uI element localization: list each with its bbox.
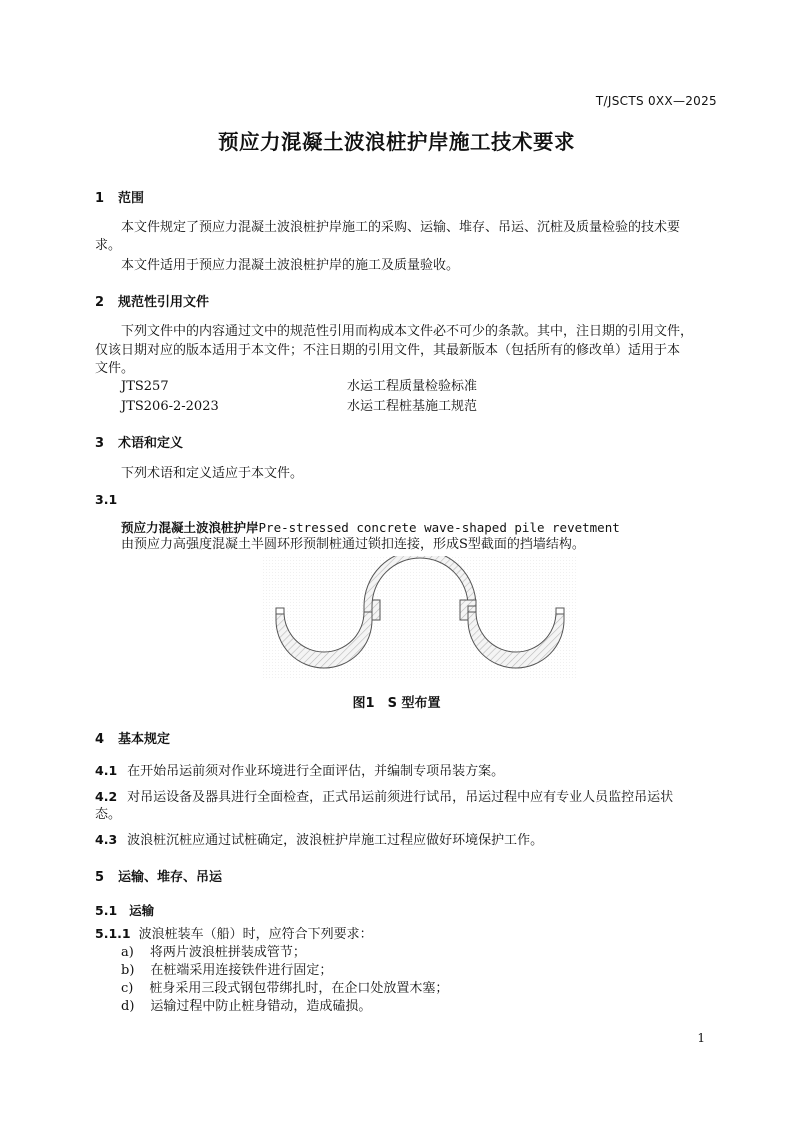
clause-number: 5.1.1 bbox=[95, 926, 131, 941]
reference-title: 水运工程桩基施工规范 bbox=[347, 399, 478, 414]
clause-number: 4.3 bbox=[95, 832, 118, 847]
paragraph-line: 本文件规定了预应力混凝土波浪桩护岸施工的采购、运输、堆存、吊运、沉桩及质量检验的技术要 bbox=[121, 220, 681, 235]
reference-code: JTS206-2-2023 bbox=[121, 399, 219, 414]
reference-title: 水运工程质量检验标准 bbox=[347, 379, 478, 394]
term-english: Pre-stressed concrete wave-shaped pile revetment bbox=[258, 520, 620, 535]
section-number: 3 bbox=[95, 436, 105, 451]
list-item bbox=[121, 944, 306, 962]
figure-caption: 图1 S 型布置 bbox=[352, 696, 441, 711]
section-title: 运输、堆存、吊运 bbox=[118, 870, 223, 885]
subsection-number: 5.1 bbox=[95, 903, 118, 918]
section-title: 范围 bbox=[118, 191, 145, 206]
clause-text: 波浪桩装车（船）时，应符合下列要求： bbox=[138, 927, 373, 942]
list-text: 桩身采用三段式钢包带绑扎时，在企口处放置木塞； bbox=[149, 981, 449, 996]
page-number: 1 bbox=[697, 1031, 705, 1045]
section-number: 2 bbox=[95, 295, 105, 310]
reference-code: JTS257 bbox=[121, 379, 169, 394]
list-marker: b) bbox=[121, 963, 135, 978]
clause-4-1 bbox=[95, 762, 504, 781]
list-text: 将两片波浪桩拼装成管节； bbox=[149, 945, 306, 960]
clause-continuation: 态。 bbox=[95, 807, 122, 822]
section-title: 基本规定 bbox=[118, 732, 171, 747]
list-text: 运输过程中防止桩身错动，造成磕损。 bbox=[150, 999, 372, 1014]
section-number: 5 bbox=[95, 870, 105, 885]
left-end-notch bbox=[276, 608, 284, 614]
clause-number: 4.2 bbox=[95, 789, 118, 804]
wave-pile-diagram bbox=[262, 556, 578, 680]
section-number: 1 bbox=[95, 191, 105, 206]
section-4-heading bbox=[95, 728, 170, 747]
list-item bbox=[121, 980, 448, 998]
clause-number: 4.1 bbox=[95, 763, 118, 778]
clause-4-2 bbox=[95, 788, 673, 807]
section-title: 规范性引用文件 bbox=[118, 295, 210, 310]
subsection-5-1 bbox=[95, 901, 154, 919]
term-chinese: 预应力混凝土波浪桩护岸 bbox=[121, 520, 259, 535]
section-5-heading bbox=[95, 866, 222, 885]
paragraph-line: 下列文件中的内容通过文中的规范性引用而构成本文件必不可少的条款。其中，注日期的引用文件， bbox=[121, 324, 694, 339]
list-text: 在桩端采用连接铁件进行固定； bbox=[150, 963, 333, 978]
subsection-title: 运输 bbox=[129, 903, 155, 918]
list-marker: d) bbox=[121, 999, 135, 1014]
paragraph: 本文件适用于预应力混凝土波浪桩护岸的施工及质量验收。 bbox=[121, 258, 460, 273]
list-marker: a) bbox=[121, 945, 134, 960]
clause-text: 波浪桩沉桩应通过试桩确定，波浪桩护岸施工过程应做好环境保护工作。 bbox=[127, 833, 544, 848]
paragraph: 下列术语和定义适应于本文件。 bbox=[121, 466, 304, 481]
list-item bbox=[121, 998, 371, 1016]
section-title: 术语和定义 bbox=[118, 436, 184, 451]
term-number: 3.1 bbox=[95, 492, 118, 507]
clause-5-1-1 bbox=[95, 925, 373, 944]
list-marker: c) bbox=[121, 981, 134, 996]
list-item bbox=[121, 962, 332, 980]
section-1-heading bbox=[95, 187, 144, 206]
term-definition: 由预应力高强度混凝土半圆环形预制桩通过锁扣连接，形成S型截面的挡墙结构。 bbox=[121, 537, 585, 552]
clause-4-3 bbox=[95, 831, 543, 850]
paragraph-line: 文件。 bbox=[95, 361, 135, 376]
section-number: 4 bbox=[95, 732, 105, 747]
s-layout-figure bbox=[262, 556, 578, 680]
document-title: 预应力混凝土波浪桩护岸施工技术要求 bbox=[218, 130, 575, 154]
section-3-heading bbox=[95, 432, 183, 451]
right-end-notch bbox=[556, 608, 564, 614]
section-2-heading bbox=[95, 291, 209, 310]
standard-number: T/JSCTS 0XX—2025 bbox=[595, 94, 717, 108]
term-entry bbox=[121, 518, 620, 536]
clause-text: 对吊运设备及器具进行全面检查，正式吊运前须进行试吊，吊运过程中应有专业人员监控吊运状 bbox=[127, 790, 674, 805]
paragraph-line: 仅该日期对应的版本适用于本文件；不注日期的引用文件，其最新版本（包括所有的修改单）适用于本 bbox=[95, 343, 681, 358]
clause-text: 在开始吊运前须对作业环境进行全面评估，并编制专项吊装方案。 bbox=[127, 764, 505, 779]
paragraph-line: 求。 bbox=[95, 238, 122, 253]
